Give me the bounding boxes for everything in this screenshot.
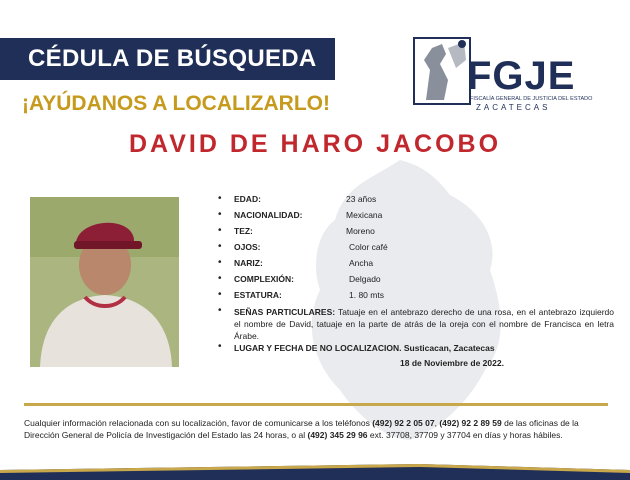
- height-label: ESTATURA:: [234, 290, 282, 300]
- bullet: •: [218, 209, 222, 220]
- build-label: COMPLEXIÓN:: [234, 274, 294, 284]
- footer-sep: ,: [434, 418, 440, 428]
- bottom-decorative-band: [0, 462, 630, 480]
- last-seen-place: Susticacan, Zacatecas: [403, 343, 495, 353]
- nose-label: NARIZ:: [234, 258, 263, 268]
- height-value: 1. 80 mts: [349, 290, 384, 300]
- bullet: •: [218, 289, 222, 300]
- marks-value: Tatuaje en el antebrazo derecho de una rosa, en el antebrazo izquierdo el nombre de David, tatuaje en la parte de atrás de la oreja con el nombre de Francisca en letra Árabe.: [234, 307, 614, 341]
- eyes-label: OJOS:: [234, 242, 261, 252]
- age-value: 23 años: [346, 194, 377, 204]
- age-label: EDAD:: [234, 194, 261, 204]
- skin-label: TEZ:: [234, 226, 253, 236]
- footer-text-1: Cualquier información relacionada con su localización, favor de comunicarse a los teléfonos: [24, 418, 373, 428]
- bullet: •: [218, 273, 222, 284]
- contact-footer: [24, 417, 608, 441]
- logo-acronym: FGJE: [467, 54, 576, 98]
- missing-person-name: DAVID DE HARO JACOBO: [128, 130, 502, 158]
- build-value: Delgado: [349, 274, 381, 284]
- marks-label: SEÑAS PARTICULARES:: [234, 307, 336, 317]
- logo-agency-name: FISCALÍA GENERAL DE JUSTICIA DEL ESTADO: [470, 96, 593, 102]
- bullet: •: [218, 341, 222, 352]
- skin-value: Moreno: [346, 226, 375, 236]
- bullet: •: [218, 257, 222, 268]
- footer-text-2: de las oficinas de la Dirección General de Policía de Investigación del Estado las 24 horas, o al: [24, 418, 579, 440]
- nationality-label: NACIONALIDAD:: [234, 210, 303, 220]
- nose-value: Ancha: [349, 258, 374, 268]
- logo-state-name: ZACATECAS: [476, 103, 551, 112]
- bullet: •: [218, 193, 222, 204]
- last-seen-date: 18 de Noviembre de 2022.: [400, 358, 504, 368]
- eyes-value: Color café: [349, 242, 388, 252]
- phone-1: (492) 92 2 05 07: [372, 418, 435, 428]
- phone-2: (492) 92 2 89 59: [439, 418, 502, 428]
- nationality-value: Mexicana: [346, 210, 383, 220]
- last-seen-label: LUGAR Y FECHA DE NO LOCALIZACION.: [234, 343, 402, 353]
- bullet: •: [218, 241, 222, 252]
- bullet: •: [218, 225, 222, 236]
- footer-text-3: ext. 37708, 37709 y 37704 en días y horas hábiles.: [367, 430, 563, 440]
- last-seen: [234, 342, 614, 354]
- bullet: •: [218, 305, 222, 316]
- gold-divider: [24, 403, 608, 406]
- distinguishing-marks: [234, 306, 614, 342]
- phone-3: (492) 345 29 96: [307, 430, 368, 440]
- banner-title: CÉDULA DE BÚSQUEDA: [28, 45, 317, 72]
- help-locate-heading: ¡AYÚDANOS A LOCALIZARLO!: [22, 92, 330, 115]
